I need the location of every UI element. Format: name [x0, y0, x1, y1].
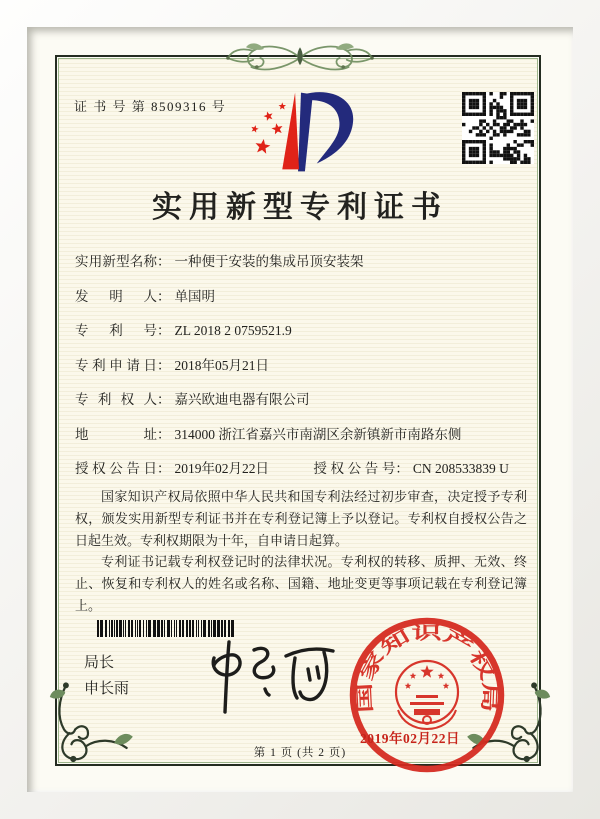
legal-text: [75, 486, 527, 617]
field-row-inventor: 发明人： 单国明: [75, 288, 215, 304]
field-value: 嘉兴欧迪电器有限公司: [174, 392, 310, 407]
field-label: 发明人: [75, 288, 157, 304]
legal-paragraph-2: 专利证书记载专利权登记时的法律状况。专利权的转移、质押、无效、终止、恢复和专利权人的姓名或名称、国籍、地址变更等事项记载在专利登记簿上。: [75, 554, 527, 613]
grant-date-value: 2019年02月22日: [174, 461, 269, 476]
field-label: 专利权人: [75, 392, 157, 407]
field-row-name: 实用新型名称： 一种便于安装的集成吊顶安装架: [75, 254, 364, 269]
field-row-address: 地址： 314000 浙江省嘉兴市南湖区余新镇新市南路东侧: [75, 426, 462, 442]
grant-no-value: CN 208533839 U: [412, 461, 509, 476]
signer-title: 局长: [84, 655, 115, 671]
field-row-patent-no: 专利号： ZL 2018 2 0759521.9: [75, 323, 292, 338]
certificate-number: 证 书 号 第 8509316 号: [74, 99, 227, 114]
field-label: 地址: [75, 426, 157, 442]
field-list: [75, 253, 530, 495]
certificate-title: 实用新型专利证书: [152, 191, 448, 224]
national-emblem: [396, 661, 458, 729]
field-value: ZL 2018 2 0759521.9: [174, 323, 292, 338]
field-value: 单国明: [174, 288, 215, 304]
page-number: 第 1 页 (共 2 页): [253, 747, 347, 759]
field-row-filing-date: 专利申请日： 2018年05月21日: [75, 357, 269, 373]
field-label: 专利申请日: [75, 357, 157, 373]
qr-code-icon: [462, 92, 534, 164]
handwritten-signature-icon: [196, 634, 346, 718]
field-label: 实用新型名称: [75, 254, 157, 269]
seal-date: 2019年02月22日: [360, 731, 460, 746]
signer-block: [84, 650, 129, 702]
field-value: 一种便于安装的集成吊顶安装架: [174, 254, 364, 269]
seal-text: 国家知识产权局: [354, 622, 500, 714]
signer-name: 申长雨: [84, 681, 130, 697]
field-label: 专利号: [75, 323, 157, 338]
cnipa-patent-logo-icon: [236, 84, 364, 174]
field-value: 314000 浙江省嘉兴市南湖区余新镇新市南路东侧: [174, 426, 462, 442]
field-label: 授权公告日: [75, 461, 157, 476]
legal-paragraph-1: 国家知识产权局依照中华人民共和国专利法经过初步审查，决定授予专利权，颁发实用新型专利证书并在专利登记簿上予以登记。专利权自授权公告之日起生效。专利权期限为十年，自申请日起算。: [75, 489, 527, 548]
field-label: 授权公告号: [313, 461, 396, 476]
field-row-grant: 授权公告日： 2019年02月22日 授权公告号： CN 208533839 U: [75, 461, 509, 476]
field-value: 2018年05月21日: [174, 357, 269, 373]
field-row-patentee: 专利权人： 嘉兴欧迪电器有限公司: [75, 392, 310, 407]
